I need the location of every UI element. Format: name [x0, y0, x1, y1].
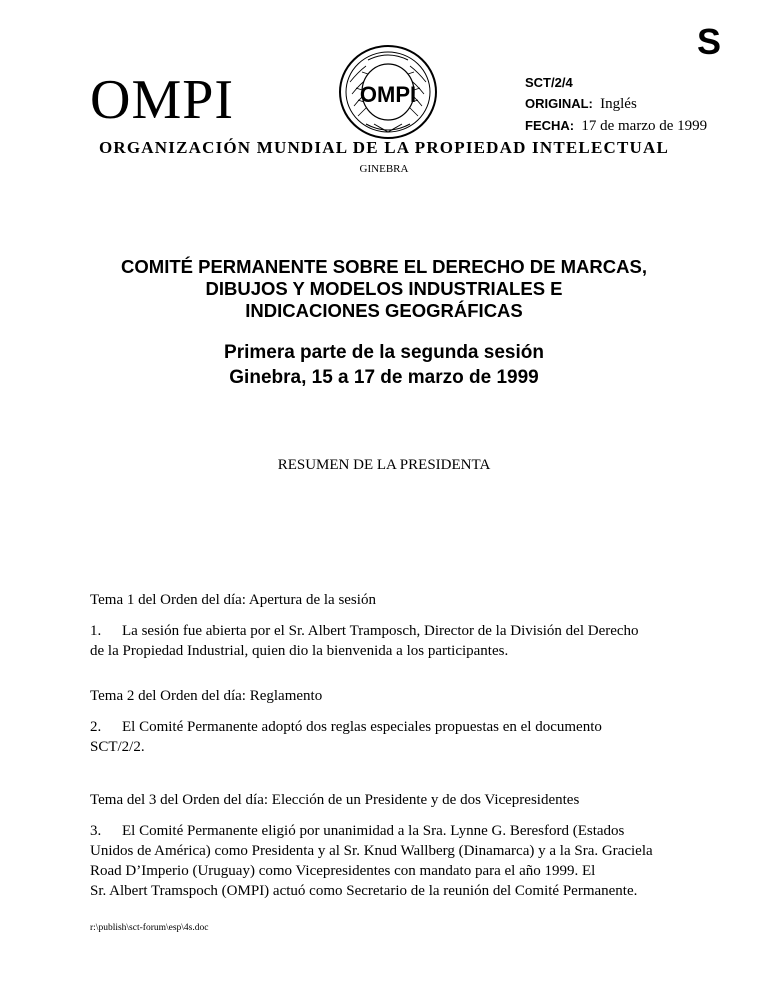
agenda-item-paragraph: 2. El Comité Permanente adoptó dos reglas especiales propuestas en el documento SCT/2/2. — [90, 719, 602, 755]
language-code: S — [697, 21, 722, 62]
document-reference: SCT/2/4 — [525, 75, 573, 90]
agenda-item-heading: Tema del 3 del Orden del día: Elección de un Presidente y de dos Vicepresidentes — [90, 792, 580, 808]
summary-heading: RESUMEN DE LA PRESIDENTA — [277, 457, 491, 473]
ompi-emblem-logo — [336, 42, 440, 142]
agenda-item-heading: Tema 1 del Orden del día: Apertura de la sesión — [90, 592, 376, 608]
agenda-item-paragraph: 3. El Comité Permanente eligió por unanimidad a la Sra. Lynne G. Beresford (Estados Unidos de América) como Presidenta y al Sr. Knud Wallberg (Dinamarca) y a la Sra. Graciela Road D’Imperio (Uruguay) como Vicepresidentes con mandato para el año 1999. El Sr. Albert Tramspoch (OMPI) actuó como Secretario de la reunión del Comité Permanente. — [90, 823, 653, 899]
organization-name: ORGANIZACIÓN MUNDIAL DE LA PROPIEDAD INTELECTUAL — [98, 138, 670, 157]
organization-city: GINEBRA — [359, 163, 409, 175]
original-language: ORIGINAL: Inglés — [525, 96, 637, 112]
document-date: FECHA: 17 de marzo de 1999 — [525, 118, 708, 134]
document-metadata — [525, 72, 707, 137]
emblem-text: OMPI — [359, 82, 417, 107]
agenda-item-heading: Tema 2 del Orden del día: Reglamento — [90, 688, 323, 704]
file-path-footer: r:\publish\sct-forum\esp\4s.doc — [90, 923, 209, 933]
session-title: Primera parte de la segunda sesión Ginebra, 15 a 17 de marzo de 1999 — [224, 342, 544, 388]
agenda-item-paragraph: 1. La sesión fue abierta por el Sr. Albert Tramposch, Director de la División del Derecho de la Propiedad Industrial, quien dio la bienvenida a los participantes. — [90, 623, 639, 659]
org-short-name: OMPI — [90, 69, 235, 131]
committee-title: COMITÉ PERMANENTE SOBRE EL DERECHO DE MARCAS, DIBUJOS Y MODELOS INDUSTRIALES E INDICACIONES GEOGRÁFICAS — [121, 256, 647, 321]
